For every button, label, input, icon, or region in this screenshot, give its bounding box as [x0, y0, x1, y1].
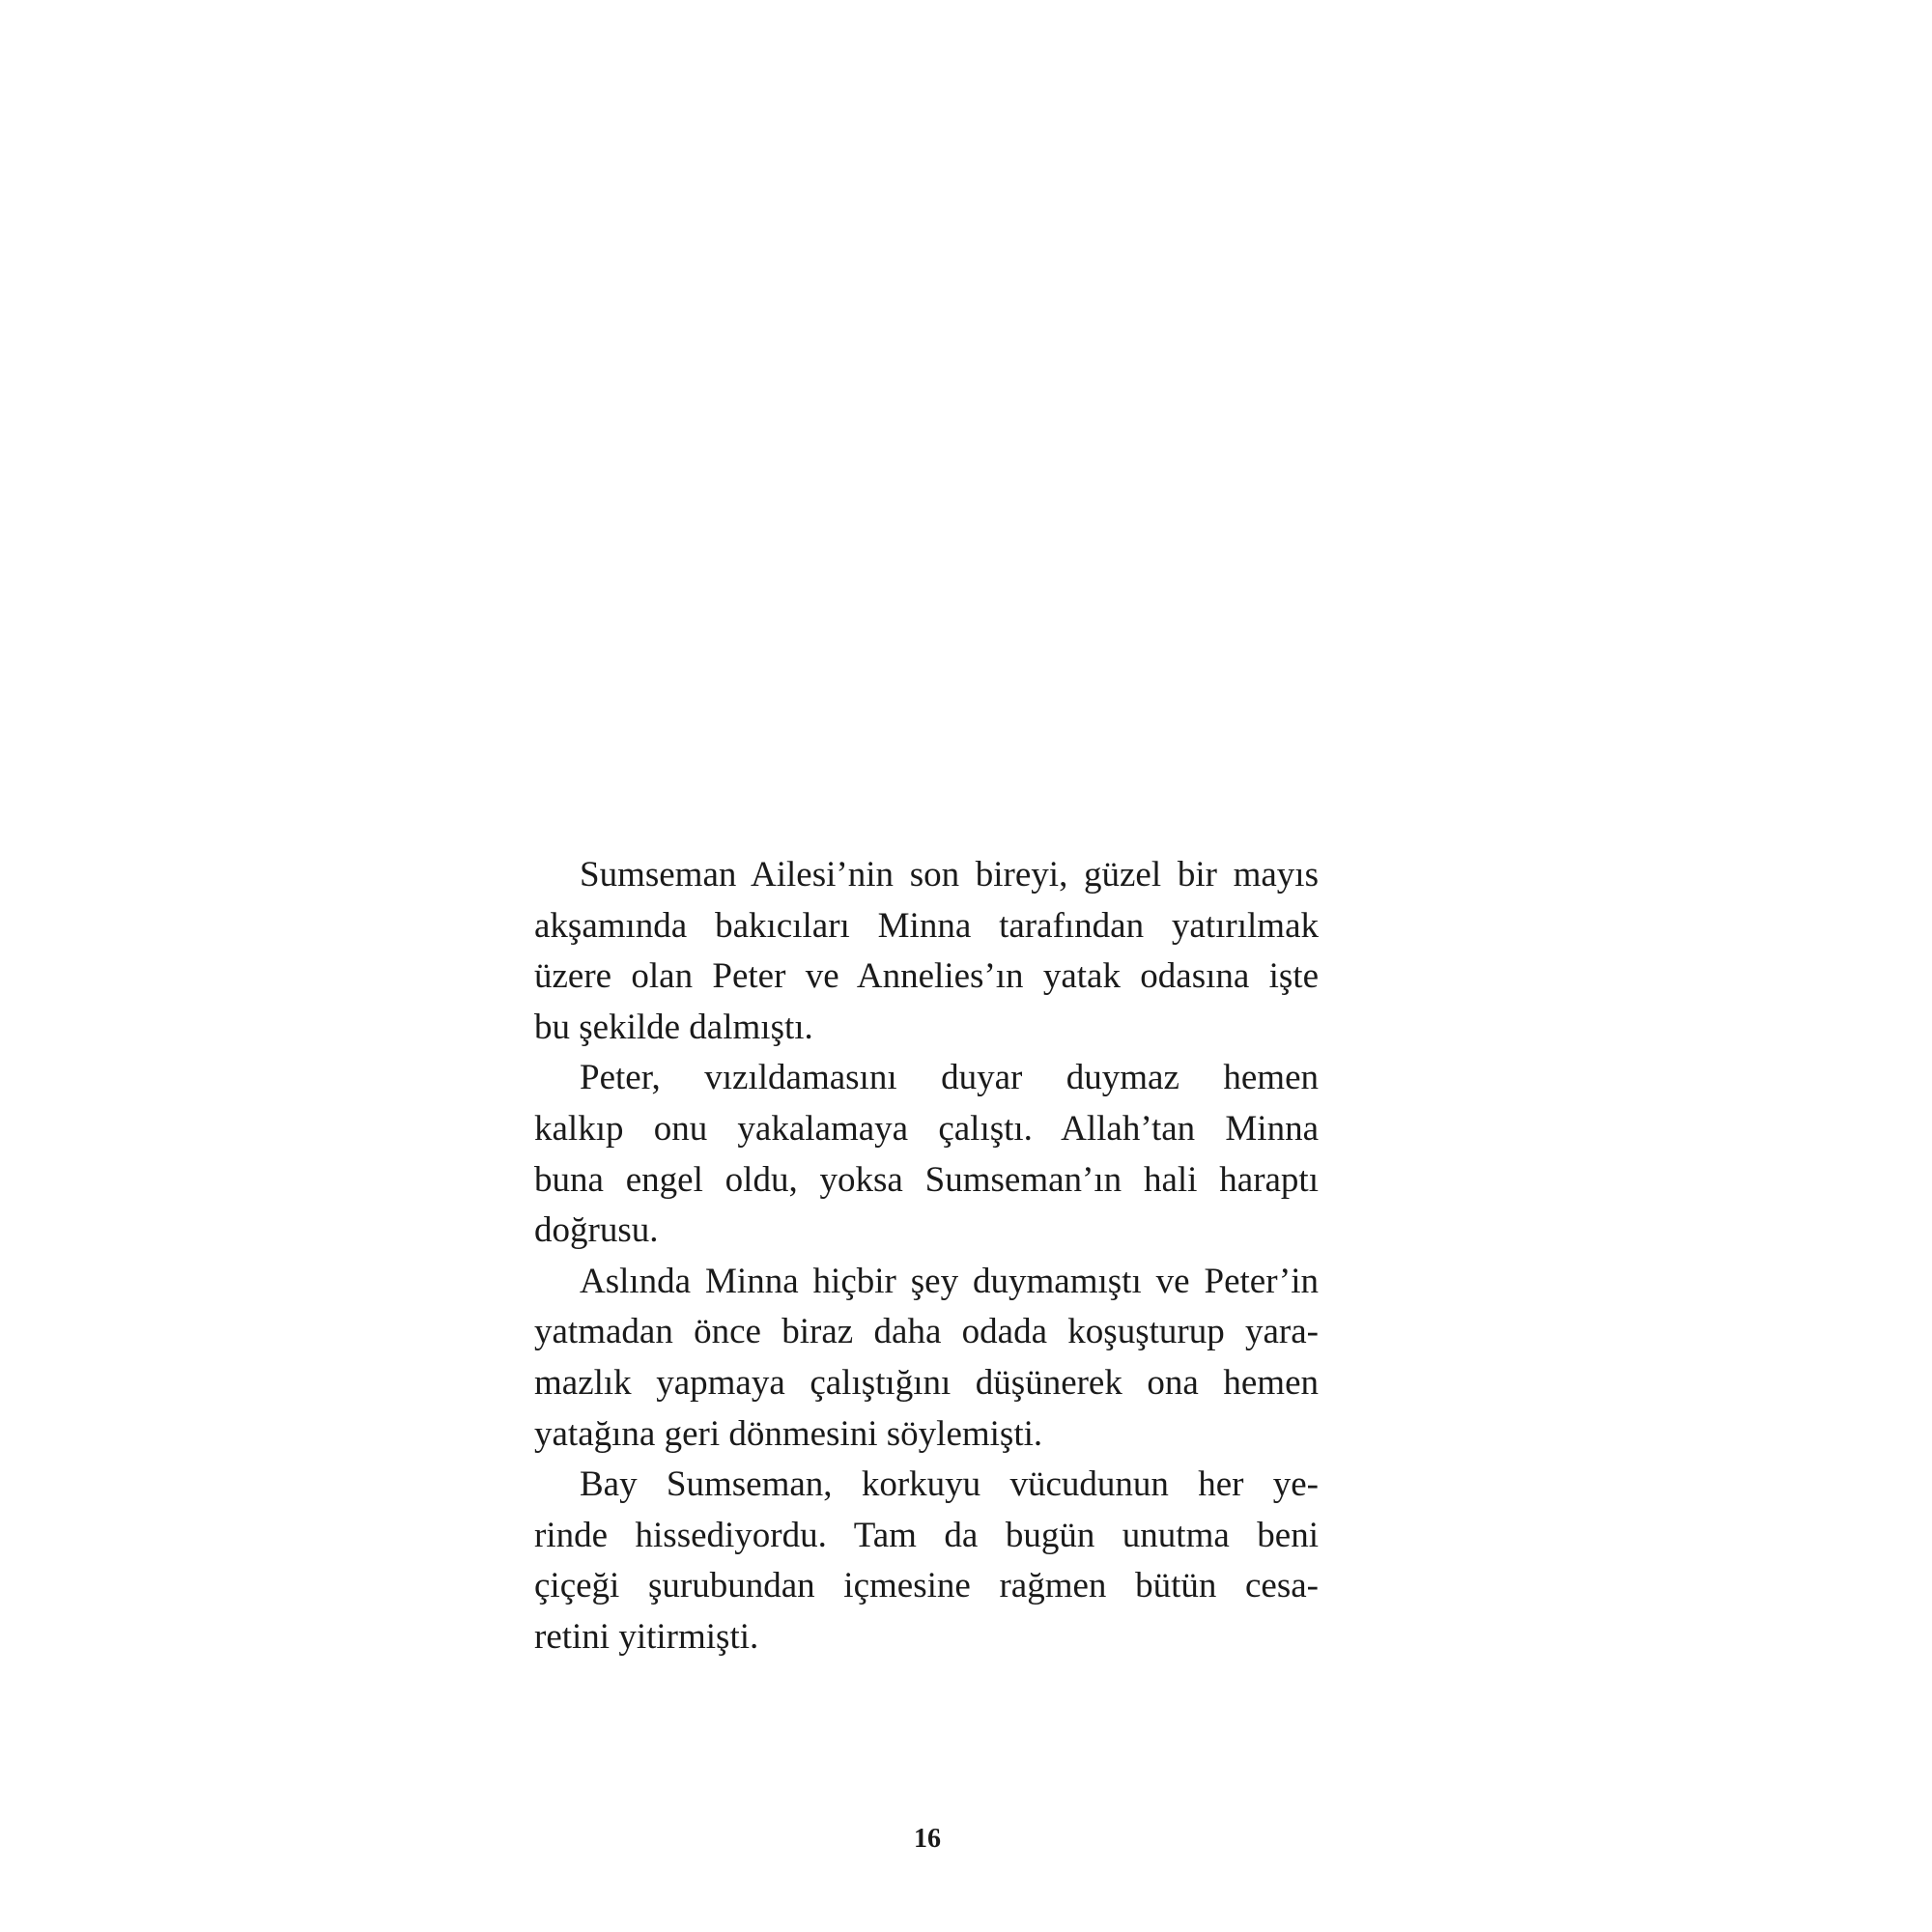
text-line: Bay Sumseman, korkuyu vücudunun her ye-	[580, 1464, 1319, 1505]
text-line: Peter, vızıldamasını duyar duymaz hemen	[580, 1058, 1319, 1098]
paragraph-4	[534, 1460, 1319, 1662]
text-line: retini yitirmişti.	[534, 1616, 759, 1657]
text-line: Aslında Minna hiçbir şey duymamıştı ve Peter’in	[580, 1261, 1319, 1301]
text-line: yatmadan önce biraz daha odada koşuşturup yara-	[534, 1312, 1319, 1352]
text-line: mazlık yapmaya çalıştığını düşünerek ona hemen	[534, 1362, 1319, 1403]
body-text	[534, 850, 1319, 1663]
text-line: Sumseman Ailesi’nin son bireyi, güzel bir mayıs	[580, 855, 1319, 895]
text-line: üzere olan Peter ve Annelies’ın yatak odasına işte	[534, 956, 1319, 997]
text-line: kalkıp onu yakalamaya çalıştı. Allah’tan Minna	[534, 1108, 1319, 1149]
paragraph-1	[534, 850, 1319, 1053]
text-line: yatağına geri dönmesini söylemişti.	[534, 1413, 1043, 1454]
text-line: rinde hissediyordu. Tam da bugün unutma beni	[534, 1515, 1319, 1555]
text-line: bu şekilde dalmıştı.	[534, 1007, 813, 1047]
text-line: akşamında bakıcıları Minna tarafından yatırılmak	[534, 905, 1319, 946]
page-number: 16	[914, 1824, 941, 1854]
text-line: doğrusu.	[534, 1210, 659, 1251]
paragraph-3	[534, 1257, 1319, 1460]
text-line: çiçeği şurubundan içmesine rağmen bütün cesa-	[534, 1566, 1319, 1606]
text-line: buna engel oldu, yoksa Sumseman’ın hali haraptı	[534, 1159, 1319, 1200]
paragraph-2	[534, 1053, 1319, 1256]
